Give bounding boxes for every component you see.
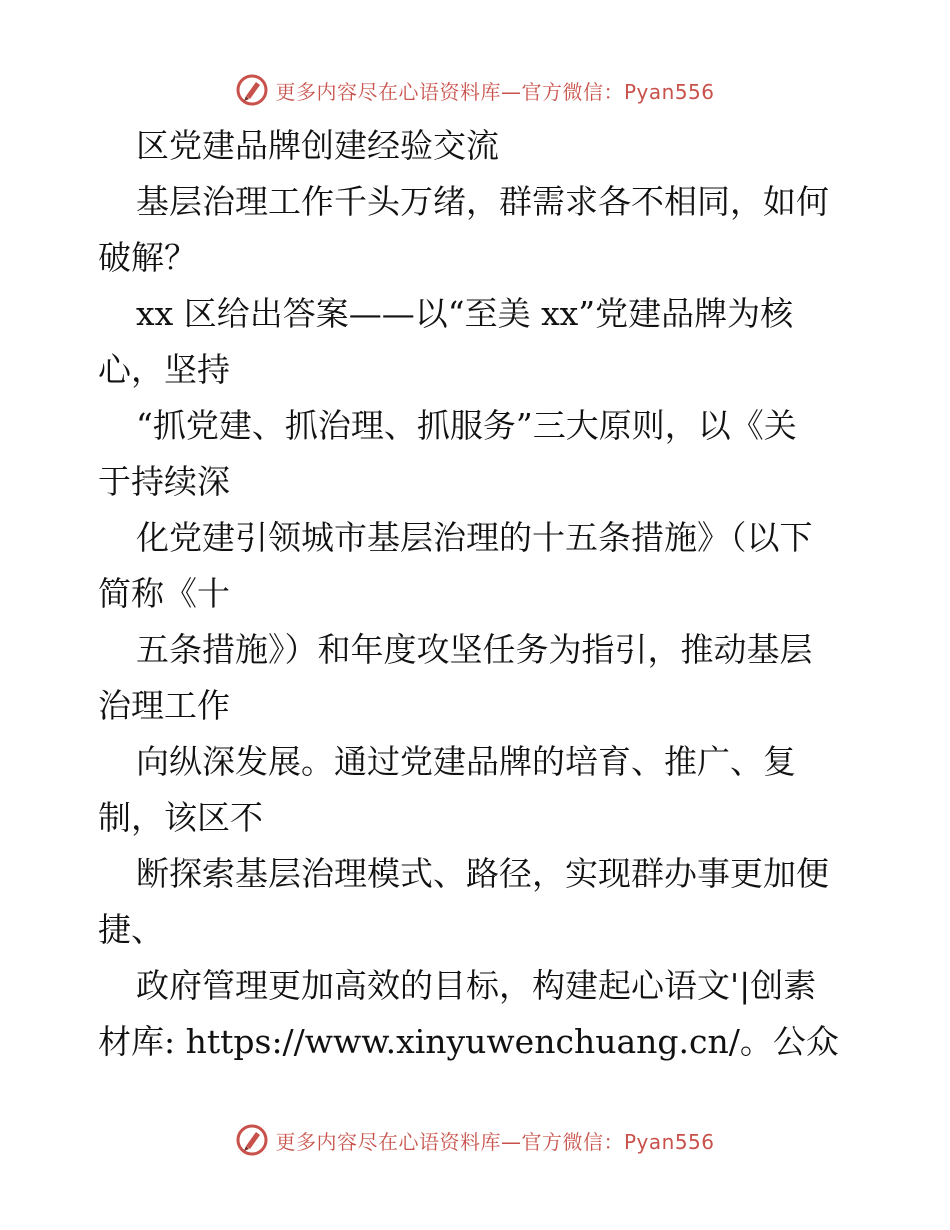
watermark-text: 更多内容尽在心语资料库—官方微信：Pyan556 bbox=[275, 79, 715, 104]
watermark-banner-bottom bbox=[0, 1120, 950, 1160]
text-line: 治理工作 bbox=[98, 686, 230, 725]
watermark-banner-top bbox=[0, 70, 950, 110]
text-line: “抓党建、抓治理、抓服务”三大原则，以《关 bbox=[136, 406, 797, 445]
text-line: 破解？ bbox=[98, 238, 197, 277]
text-line: 向纵深发展。通过党建品牌的培育、推广、复 bbox=[136, 742, 796, 781]
pen-logo-icon bbox=[235, 73, 269, 107]
text-line: 政府管理更加高效的目标，构建起心语文'|创素 bbox=[136, 966, 817, 1005]
watermark-wechat-id: Pyan556 bbox=[623, 79, 715, 104]
text-line: 区党建品牌创建经验交流 bbox=[136, 126, 499, 165]
text-line: 于持续深 bbox=[98, 462, 230, 501]
text-line: 断探索基层治理模式、路径，实现群办事更加便 bbox=[136, 854, 829, 893]
text-line: xx 区给出答案——以“至美 xx”党建品牌为核 bbox=[136, 294, 794, 333]
text-line: 材库: https://www.xinyuwenchuang.cn/。公众 bbox=[98, 1022, 839, 1061]
text-line: 五条措施》）和年度攻坚任务为指引，推动基层 bbox=[136, 630, 813, 669]
text-line: 简称《十 bbox=[98, 574, 230, 613]
text-line: 心，坚持 bbox=[98, 350, 230, 389]
pen-logo-icon bbox=[235, 1123, 269, 1157]
text-line: 制，该区不 bbox=[98, 798, 263, 837]
text-line: 基层治理工作千头万绪，群需求各不相同，如何 bbox=[136, 182, 829, 221]
watermark-wechat-id: Pyan556 bbox=[623, 1129, 715, 1154]
text-line: 化党建引领城市基层治理的十五条措施》（以下 bbox=[136, 518, 813, 557]
watermark-text: 更多内容尽在心语资料库—官方微信：Pyan556 bbox=[275, 1129, 715, 1154]
text-line: 捷、 bbox=[98, 910, 164, 949]
document-body bbox=[98, 118, 858, 1070]
